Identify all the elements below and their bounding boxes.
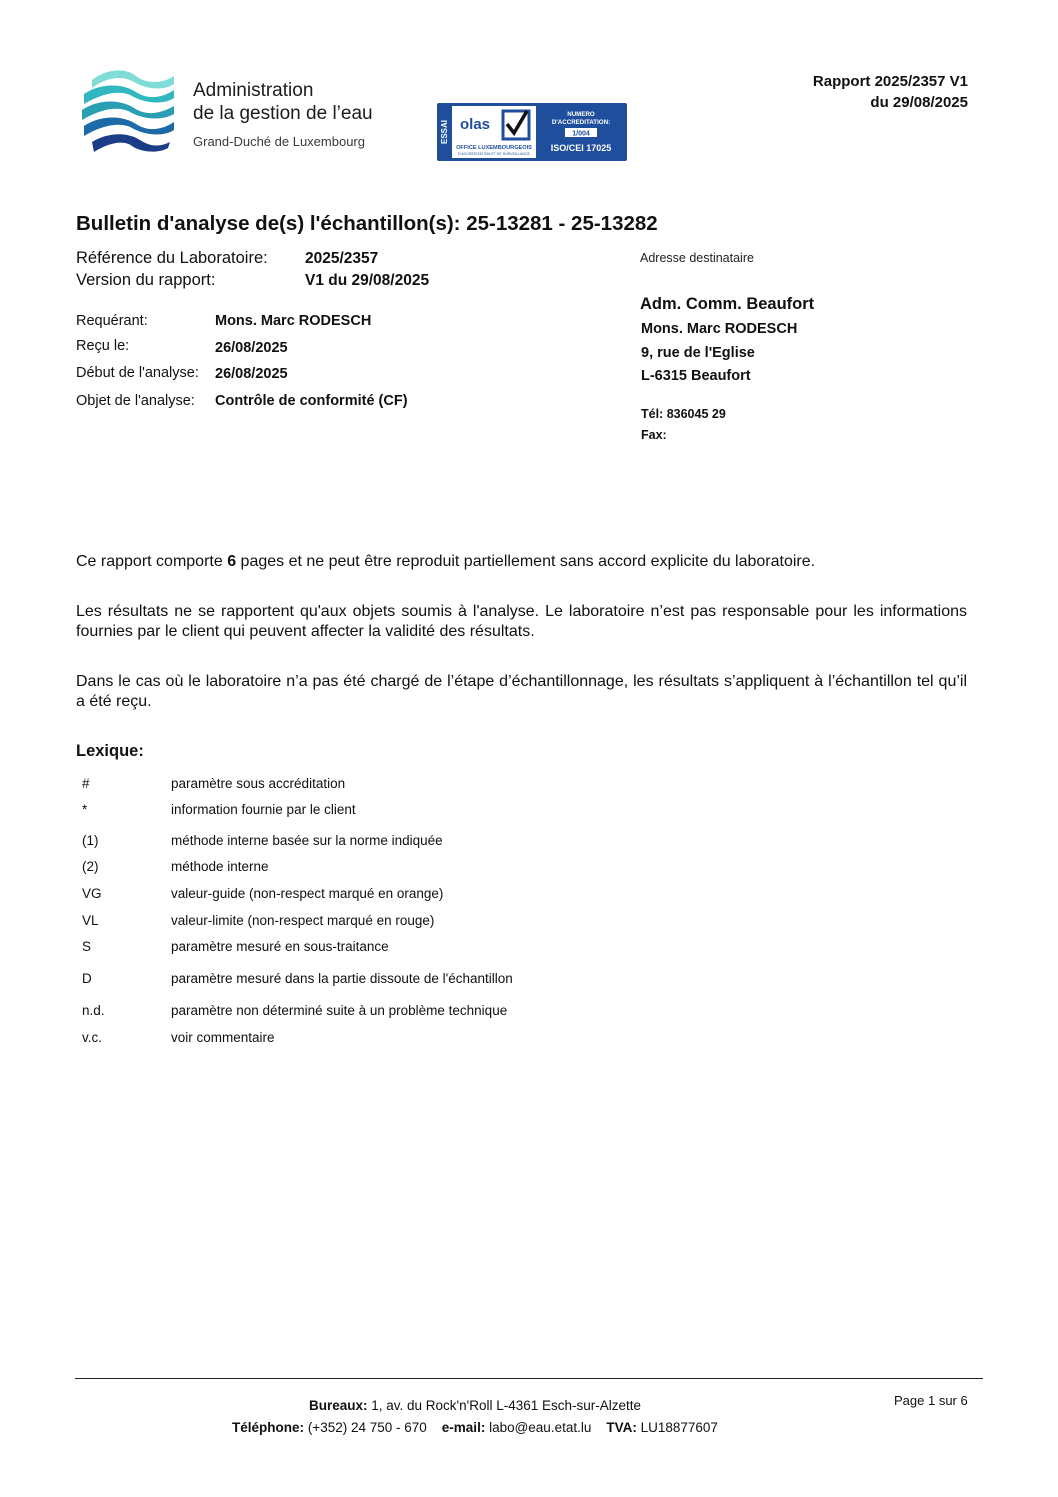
paragraph-sampling: Dans le cas où le laboratoire n’a pas été chargé de l’étape d’échantillonnage, les résultats s’appliquent à l’échantillon tel qu’il a été reçu.	[76, 673, 967, 710]
page-title: Bulletin d'analyse de(s) l'échantillon(s): 25-13281 - 25-13282	[76, 212, 658, 235]
address-tel: Tél: 836045 29	[641, 407, 726, 421]
lexique-description: information fournie par le client	[171, 802, 356, 817]
lexique-code: v.c.	[82, 1030, 102, 1045]
org-name-line2: de la gestion de l’eau	[193, 103, 373, 124]
version-label: Version du rapport:	[76, 271, 216, 289]
paragraph-results: Les résultats ne se rapportent qu'aux objets soumis à l'analyse. Le laboratoire n’est pas responsable pour les informations fournies par le client qui peuvent affecter la validité des résultats.	[76, 603, 967, 640]
lexique-description: paramètre mesuré en sous-traitance	[171, 939, 389, 954]
version-value: V1 du 29/08/2025	[305, 272, 430, 289]
report-number: Rapport 2025/2357 V1	[812, 73, 968, 90]
badge-side-label: ESSAI	[440, 119, 449, 145]
page-count: 6	[227, 553, 237, 570]
telephone-value: (+352) 24 750 - 670	[304, 1420, 427, 1435]
address-line3: L-6315 Beaufort	[641, 368, 751, 384]
email-value: labo@eau.etat.lu	[485, 1420, 592, 1435]
ref-label: Référence du Laboratoire:	[76, 249, 268, 267]
lexique-code: n.d.	[82, 1003, 105, 1018]
lexique-description: paramètre mesuré dans la partie dissoute de l'échantillon	[171, 971, 513, 986]
footer-bureaux	[0, 1398, 950, 1413]
lexique-code: VL	[82, 913, 99, 928]
lexique-code: (1)	[82, 833, 99, 848]
badge-numero: 1/004	[572, 130, 590, 138]
org-country: Grand-Duché de Luxembourg	[193, 134, 365, 149]
address-line1: Mons. Marc RODESCH	[641, 321, 798, 337]
report-date: du 29/08/2025	[870, 94, 968, 111]
requerant-label: Requérant:	[76, 313, 148, 329]
paragraph-pages-after: pages et ne peut être reproduit partiellement sans accord explicite du laboratoire.	[236, 553, 816, 570]
objet-value: Contrôle de conformité (CF)	[215, 393, 408, 409]
badge-office-line1: OFFICE LUXEMBOURGEOIS	[456, 145, 532, 151]
requerant-value: Mons. Marc RODESCH	[215, 313, 372, 329]
page-number: Page 1 sur 6	[894, 1393, 968, 1408]
telephone-label: Téléphone:	[232, 1420, 305, 1435]
lexique-code: *	[82, 802, 88, 817]
address-org: Adm. Comm. Beaufort	[640, 295, 815, 313]
lexique-code: D	[82, 971, 92, 986]
administration-wave-logo-icon	[78, 62, 178, 162]
ref-value: 2025/2357	[305, 250, 379, 267]
lexique-title: Lexique:	[76, 742, 144, 760]
footer-contact	[0, 1420, 950, 1435]
lexique-code: VG	[82, 886, 102, 901]
olas-accreditation-badge	[437, 103, 627, 161]
address-fax: Fax:	[641, 428, 667, 442]
address-heading: Adresse destinataire	[640, 251, 754, 265]
lexique-description: paramètre non déterminé suite à un problème technique	[171, 1003, 508, 1018]
email-label: e-mail:	[441, 1420, 486, 1435]
paragraph-pages-before: Ce rapport comporte	[76, 553, 228, 570]
recu-value: 26/08/2025	[215, 340, 288, 356]
lexique-code: #	[82, 776, 90, 791]
lexique-description: valeur-guide (non-respect marqué en orange)	[171, 886, 444, 901]
debut-label: Début de l'analyse:	[76, 365, 199, 381]
badge-numero-label2: D'ACCREDITATION:	[551, 119, 611, 126]
bureaux-label: Bureaux:	[308, 1398, 368, 1413]
debut-value: 26/08/2025	[215, 366, 288, 382]
lexique-description: valeur-limite (non-respect marqué en rouge)	[171, 913, 435, 928]
lexique-description: méthode interne	[171, 859, 269, 874]
address-line2: 9, rue de l'Eglise	[641, 345, 755, 361]
badge-standard: ISO/CEI 17025	[550, 143, 612, 153]
tva-value: LU18877607	[636, 1420, 718, 1435]
lexique-description: méthode interne basée sur la norme indiquée	[171, 833, 443, 848]
lexique-code: S	[82, 939, 92, 954]
paragraph-pages	[76, 552, 967, 572]
objet-label: Objet de l'analyse:	[76, 393, 195, 409]
recu-label: Reçu le:	[76, 338, 130, 354]
tva-label: TVA:	[606, 1420, 637, 1435]
org-name-line1: Administration	[193, 80, 314, 101]
lexique-code: (2)	[82, 859, 99, 874]
badge-numero-label1: NUMERO	[567, 111, 595, 118]
lexique-description: voir commentaire	[171, 1030, 275, 1045]
olas-brand: olas	[459, 116, 491, 133]
badge-office-line2: D'ACCRÉDITATION ET DE SURVEILLANCE	[458, 152, 530, 156]
lexique-description: paramètre sous accréditation	[171, 776, 346, 791]
bureaux-value: 1, av. du Rock'n'Roll L-4361 Esch-sur-Alzette	[367, 1398, 642, 1413]
footer-divider	[75, 1378, 983, 1379]
